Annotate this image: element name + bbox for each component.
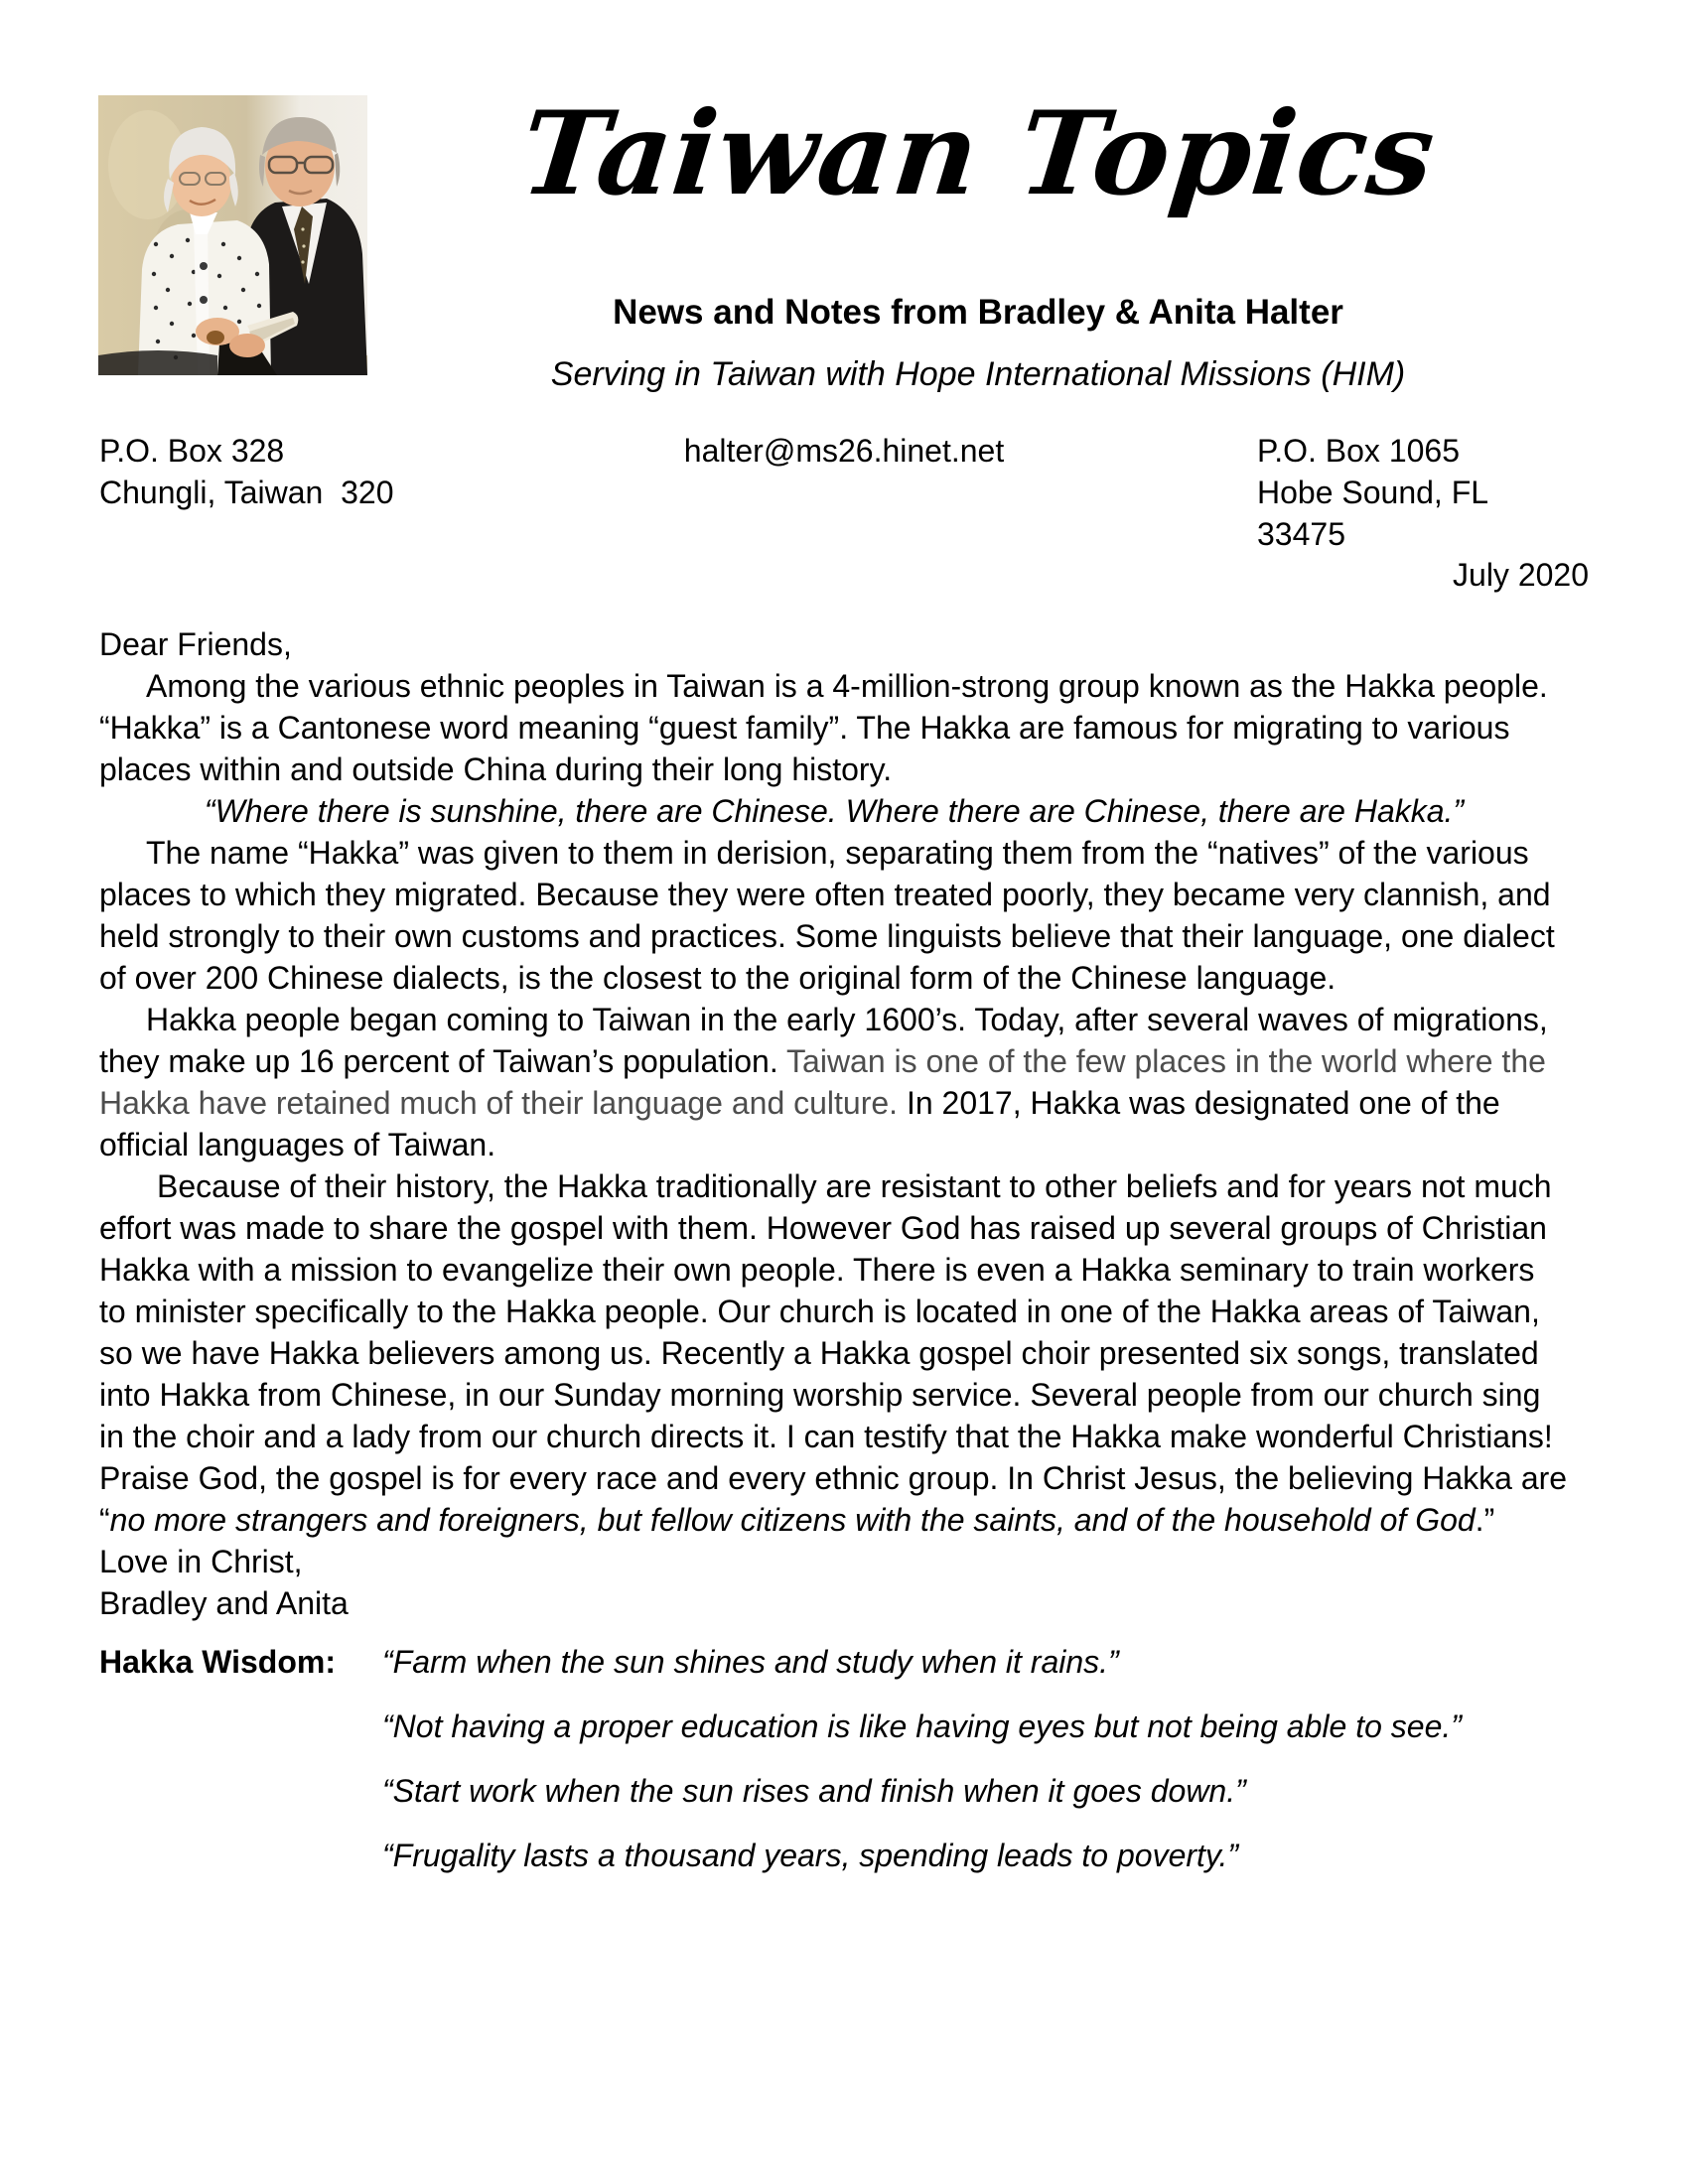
wisdom-label: Hakka Wisdom: bbox=[99, 1644, 336, 1680]
signature: Bradley and Anita bbox=[99, 1585, 349, 1621]
paragraph-4-text-end: .” bbox=[1475, 1502, 1495, 1538]
paragraph-2: The name “Hakka” was given to them in derision, separating them from the “natives” of the various places to which they migrated. Because they were often treated poorly, they became very clannish, and held strongly to their own customs and practices. Some linguists believe that their language, one dialect of over 200 Chinese dialects, is the closest to the original form of the Chinese language. bbox=[99, 835, 1555, 996]
salutation: Dear Friends, bbox=[99, 626, 292, 662]
wisdom-quote-4: “Frugality lasts a thousand years, spending leads to poverty.” bbox=[382, 1838, 1239, 1873]
letter-date: July 2020 bbox=[1453, 557, 1589, 593]
closing: Love in Christ, bbox=[99, 1544, 303, 1579]
paragraph-3-text: Hakka people began coming to Taiwan in the early 1600’s. Today, after several waves of migrations, they make up 16 percent of Taiwan’s population. bbox=[99, 1002, 1548, 1079]
address-florida-line2: Hobe Sound, FL 33475 bbox=[1257, 475, 1497, 552]
paragraph-4-text: Because of their history, the Hakka traditionally are resistant to other beliefs and for years not much effort was made to share the gospel with them. However God has raised up several groups of Christian Hakka with a mission to evangelize their own people. There is even a Hakka seminary to train workers to minister specifically to the Hakka people. Our church is located in one of the Hakka areas of Taiwan, so we have Hakka believers among us. Recently a Hakka gospel choir presented six songs, translated into Hakka from Chinese, in our Sunday morning worship service. Several people from our church sing in the choir and a lady from our church directs it. I can testify that the Hakka make wonderful Christians! Praise God, the gospel is for every race and every ethnic group. In Christ Jesus, the believing Hakka are “ bbox=[99, 1168, 1568, 1538]
address-taiwan-line2: Chungli, Taiwan 320 bbox=[99, 475, 394, 510]
paragraph-3 bbox=[99, 999, 1569, 1165]
paragraph-3-gray-text: Taiwan is one of the few places in the world where the Hakka have retained much of their language and culture. bbox=[99, 1043, 1546, 1121]
contact-row bbox=[99, 430, 1589, 552]
wisdom-quote-1: “Farm when the sun shines and study when it rains.” bbox=[382, 1644, 1119, 1680]
email-address: halter@ms26.hinet.net bbox=[683, 433, 1005, 469]
paragraph-4-scripture-quote: no more strangers and foreigners, but fellow citizens with the saints, and of the household of God bbox=[109, 1502, 1476, 1538]
wisdom-row-1 bbox=[99, 1641, 1569, 1683]
paragraph-1: Among the various ethnic peoples in Taiwan is a 4-million-strong group known as the Hakka people. “Hakka” is a Cantonese word meaning “guest family”. The Hakka are famous for migrating to various places within and outside China during their long history. bbox=[99, 668, 1548, 787]
newsletter-tagline: Serving in Taiwan with Hope International Missions (HIM) bbox=[550, 355, 1406, 393]
wisdom-row-3 bbox=[99, 1770, 1569, 1812]
newsletter-title: Taiwan Topics bbox=[514, 86, 1442, 221]
address-taiwan-line1: P.O. Box 328 bbox=[99, 433, 285, 469]
newsletter-subtitle: News and Notes from Bradley & Anita Halter bbox=[613, 293, 1343, 332]
wisdom-quote-2: “Not having a proper education is like having eyes but not being able to see.” bbox=[382, 1708, 1462, 1744]
address-florida-line1: P.O. Box 1065 bbox=[1257, 433, 1460, 469]
wisdom-row-4 bbox=[99, 1835, 1569, 1876]
couple-photo bbox=[98, 95, 367, 375]
paragraph-3-text-end: In 2017, Hakka was designated one of the official languages of Taiwan. bbox=[99, 1085, 1500, 1162]
wisdom-row-2 bbox=[99, 1706, 1569, 1747]
wisdom-quote-3: “Start work when the sun rises and finish when it goes down.” bbox=[382, 1773, 1246, 1809]
pull-quote: “Where there is sunshine, there are Chinese. Where there are Chinese, there are Hakka.” bbox=[204, 793, 1465, 829]
paragraph-4 bbox=[99, 1165, 1569, 1541]
address-florida bbox=[1257, 430, 1589, 555]
letter-body bbox=[99, 623, 1569, 1876]
couple-photo-image bbox=[98, 95, 367, 375]
